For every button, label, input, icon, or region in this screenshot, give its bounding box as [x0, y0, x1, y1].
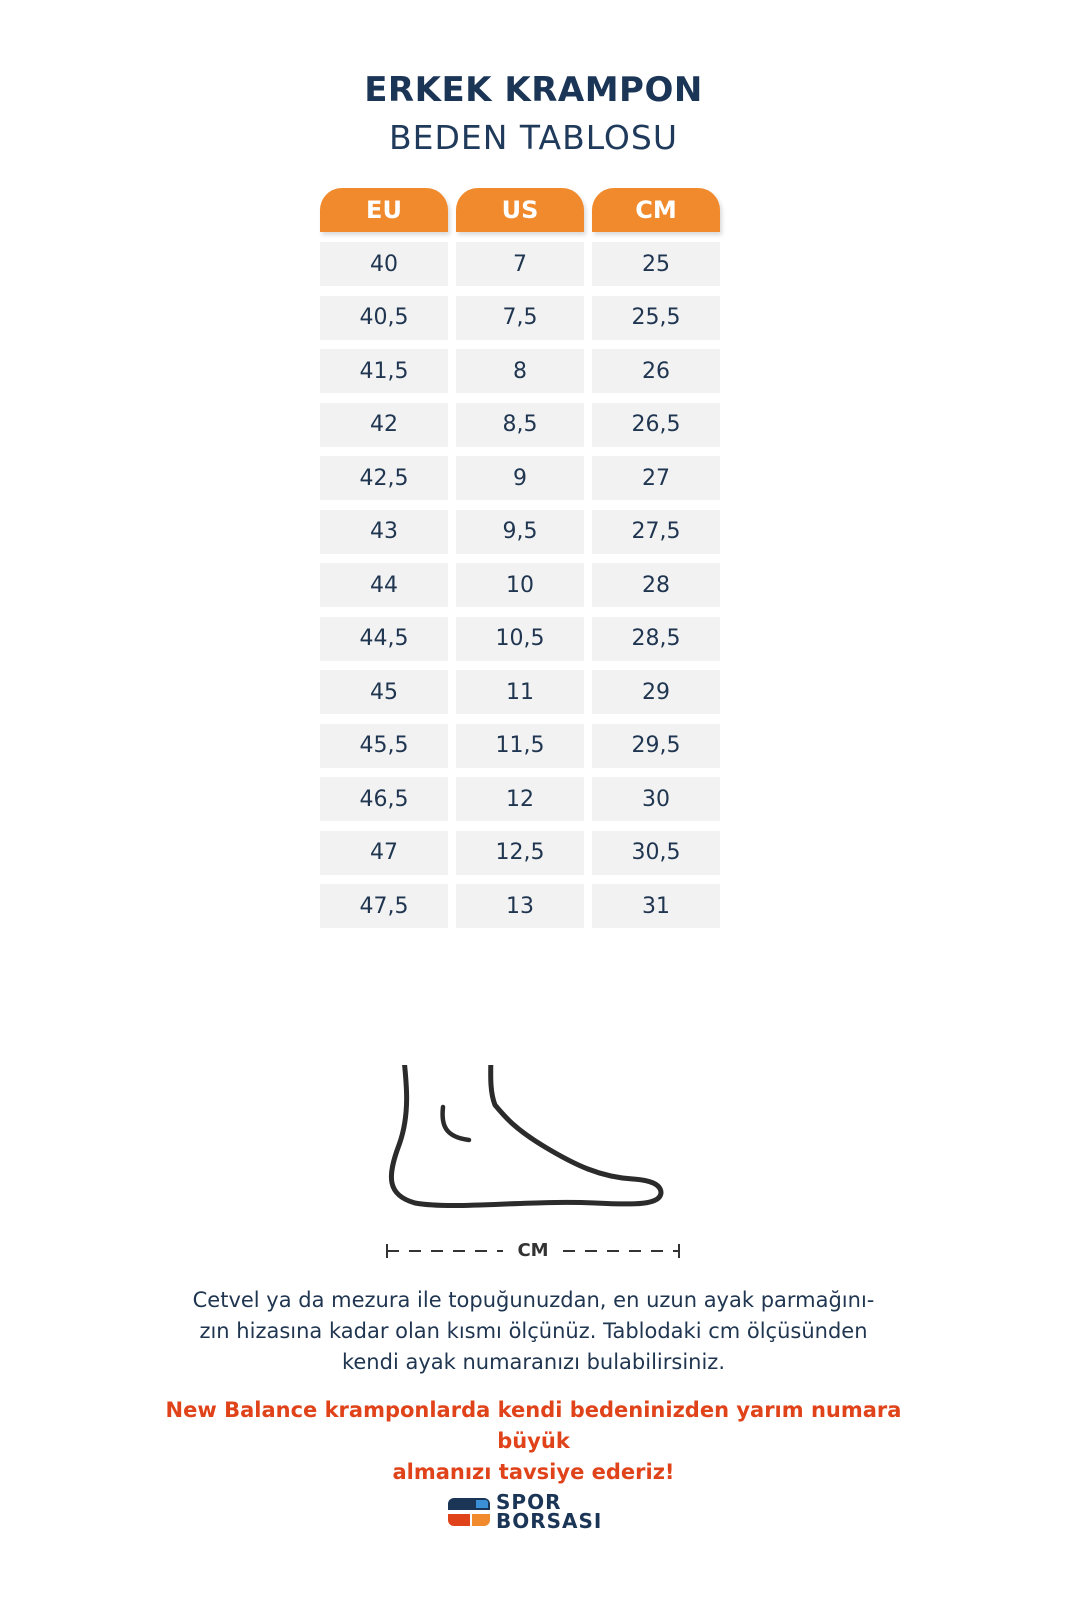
brand-name — [496, 1490, 603, 1533]
cell-us: 9 — [456, 456, 584, 500]
cell-us: 8 — [456, 349, 584, 393]
recommendation-line: New Balance kramponlarda kendi bedeninizden yarım numara büyük — [165, 1398, 902, 1453]
cell-eu: 45 — [320, 670, 448, 714]
measurement-ruler — [385, 1240, 681, 1262]
table-row — [320, 510, 720, 554]
ruler-label: CM — [517, 1240, 549, 1261]
table-row — [320, 831, 720, 875]
table-row — [320, 670, 720, 714]
foot-outline-icon — [385, 1065, 685, 1225]
table-row — [320, 777, 720, 821]
table-row — [320, 403, 720, 447]
cell-cm: 28 — [592, 563, 720, 607]
cell-eu: 47 — [320, 831, 448, 875]
cell-cm: 31 — [592, 884, 720, 928]
page-title: ERKEK KRAMPON — [364, 70, 703, 110]
cell-us: 11 — [456, 670, 584, 714]
instruction-line: Cetvel ya da mezura ile topuğunuzdan, en uzun ayak parmağını- — [192, 1288, 875, 1312]
cell-us: 13 — [456, 884, 584, 928]
cell-cm: 26 — [592, 349, 720, 393]
measurement-instructions — [150, 1285, 917, 1378]
cell-us: 10 — [456, 563, 584, 607]
cell-cm: 29,5 — [592, 724, 720, 768]
cell-us: 12 — [456, 777, 584, 821]
brand-line-2: BORSASI — [496, 1509, 603, 1533]
cell-us: 8,5 — [456, 403, 584, 447]
cell-cm: 27 — [592, 456, 720, 500]
cell-eu: 42,5 — [320, 456, 448, 500]
size-table-body — [320, 242, 720, 928]
cell-us: 7,5 — [456, 296, 584, 340]
cell-cm: 29 — [592, 670, 720, 714]
table-row — [320, 563, 720, 607]
cell-cm: 25 — [592, 242, 720, 286]
cell-eu: 46,5 — [320, 777, 448, 821]
size-table — [320, 188, 720, 938]
cell-eu: 45,5 — [320, 724, 448, 768]
column-header-us: US — [456, 188, 584, 232]
table-row — [320, 456, 720, 500]
size-table-header — [320, 188, 720, 232]
brand-logo — [446, 1492, 602, 1532]
table-row — [320, 242, 720, 286]
size-recommendation — [130, 1395, 937, 1488]
table-row — [320, 724, 720, 768]
cell-us: 9,5 — [456, 510, 584, 554]
cell-eu: 40 — [320, 242, 448, 286]
cell-cm: 25,5 — [592, 296, 720, 340]
cell-us: 12,5 — [456, 831, 584, 875]
cell-cm: 27,5 — [592, 510, 720, 554]
column-header-eu: EU — [320, 188, 448, 232]
instruction-line: kendi ayak numaranızı bulabilirsiniz. — [341, 1350, 726, 1374]
table-row — [320, 617, 720, 661]
cell-us: 10,5 — [456, 617, 584, 661]
table-row — [320, 349, 720, 393]
cell-cm: 30 — [592, 777, 720, 821]
cell-eu: 41,5 — [320, 349, 448, 393]
page-subtitle: BEDEN TABLOSU — [388, 118, 679, 157]
cell-eu: 40,5 — [320, 296, 448, 340]
cell-eu: 44,5 — [320, 617, 448, 661]
table-row — [320, 884, 720, 928]
recommendation-line: almanızı tavsiye ederiz! — [392, 1460, 675, 1484]
brand-mark-icon — [446, 1496, 490, 1528]
column-header-cm: CM — [592, 188, 720, 232]
instruction-line: zın hizasına kadar olan kısmı ölçünüz. Tablodaki cm ölçüsünden — [199, 1319, 868, 1343]
cell-us: 7 — [456, 242, 584, 286]
cell-cm: 26,5 — [592, 403, 720, 447]
cell-us: 11,5 — [456, 724, 584, 768]
cell-eu: 44 — [320, 563, 448, 607]
cell-eu: 42 — [320, 403, 448, 447]
brand-line-1: SPOR — [496, 1490, 562, 1514]
cell-cm: 30,5 — [592, 831, 720, 875]
cell-eu: 47,5 — [320, 884, 448, 928]
cell-cm: 28,5 — [592, 617, 720, 661]
cell-eu: 43 — [320, 510, 448, 554]
table-row — [320, 296, 720, 340]
